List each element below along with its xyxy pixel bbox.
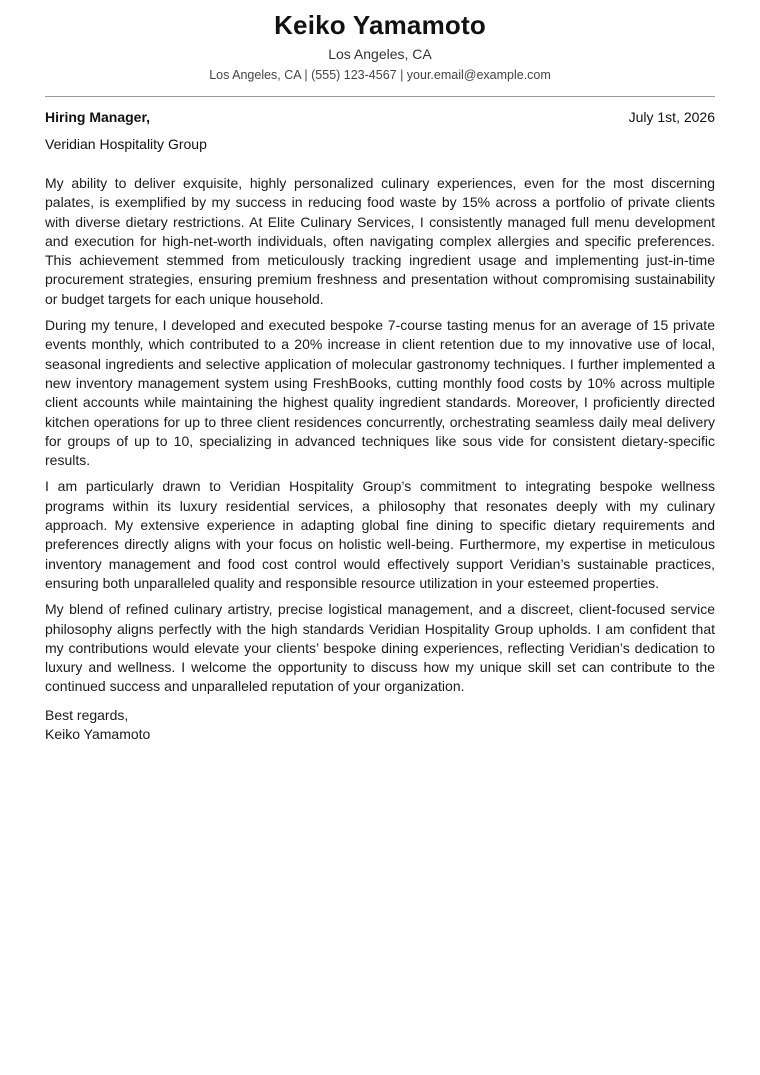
body-paragraph-3: I am particularly drawn to Veridian Hospitality Group’s commitment to integrating bespoke wellness programs within its luxury residential services, a philosophy that resonates deeply with my culinary approach. My extensive experience in adapting global fine dining to specific dietary requirements and preferences directly aligns with your focus on holistic well-being. Furthermore, my expertise in meticulous inventory management and food cost control would effectively support Veridian’s sustainable practices, ensuring both unparalleled quality and responsible resource utilization in your esteemed properties. [45, 478, 715, 591]
closing-salutation: Best regards, [45, 706, 129, 723]
header-divider [45, 96, 715, 97]
body-paragraph-2: During my tenure, I developed and executed bespoke 7-course tasting menus for an average of 15 private events monthly, which contributed to a 20% increase in client retention due to my innovative use of local, seasonal ingredients and selective application of molecular gastronomy techniques. I further implemented a new inventory management system using FreshBooks, cutting monthly food costs by 10% across multiple client accounts while maintaining the highest quality ingredient standards. Moreover, I proficiently directed kitchen operations for up to three client residences concurrently, orchestrating seamless daily meal delivery for groups of up to 10, specializing in advanced techniques like sous vide for consistent dietary-specific results. [45, 317, 715, 469]
letter-date: July 1st, 2026 [628, 109, 715, 125]
recipient-date-row [45, 107, 715, 127]
body-paragraph-4: My blend of refined culinary artistry, precise logistical management, and a discreet, client-focused service philosophy aligns perfectly with the high standards Veridian Hospitality Group upholds. I am confident that my contributions would elevate your clients’ bespoke dining experiences, reflecting Veridian’s dedication to luxury and wellness. I welcome the opportunity to discuss how my unique skill set can contribute to the continued success and unparalleled reputation of your organization. [45, 601, 715, 695]
recipient-company: Veridian Hospitality Group [45, 136, 207, 152]
contact-line: Los Angeles, CA | (555) 123-4567 | your.email@example.com [209, 68, 551, 82]
letter-closing [45, 706, 715, 745]
letter-body [45, 174, 715, 697]
recipient-greeting: Hiring Manager, [45, 109, 151, 125]
body-paragraph-1: My ability to deliver exquisite, highly personalized culinary experiences, even for the most discerning palates, is exemplified by my success in reducing food waste by 15% across a portfolio of private clients with diverse dietary restrictions. At Elite Culinary Services, I consistently managed full menu development and execution for high-net-worth individuals, often navigating complex allergies and specific preferences. This achievement stemmed from meticulously tracking ingredient usage and implementing just-in-time procurement strategies, ensuring premium freshness and presentation without compromising sustainability or budget targets for each unique household. [45, 175, 715, 307]
applicant-location: Los Angeles, CA [328, 46, 432, 62]
letter-header [45, 8, 715, 84]
closing-signature: Keiko Yamamoto [45, 726, 151, 743]
applicant-name: Keiko Yamamoto [274, 10, 486, 40]
